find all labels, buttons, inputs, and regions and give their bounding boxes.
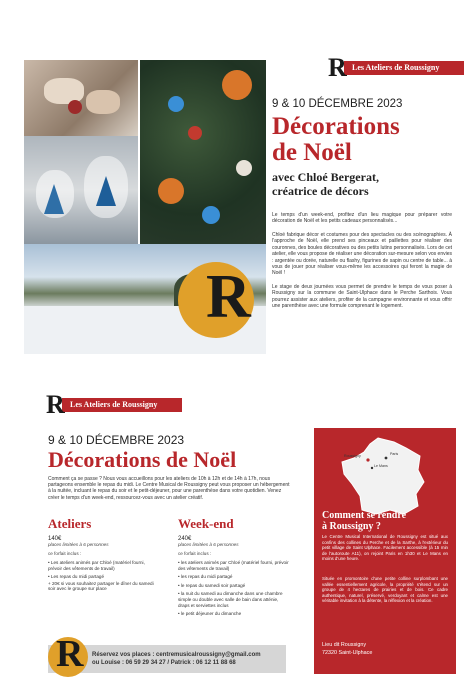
- bottom-title: Décorations de Noël: [48, 447, 237, 472]
- offer-places: places limitées à 6 personnes: [178, 542, 239, 547]
- offer-price: 140€: [48, 536, 62, 542]
- france-map: [334, 434, 434, 518]
- offer-price: 240€: [178, 536, 192, 542]
- offer-item: • le petit déjeuner du dimanche: [178, 611, 242, 617]
- address-line2: 72320 Saint-Ulphace: [322, 650, 373, 656]
- directions-title-line2: à Roussigny ?: [322, 521, 381, 532]
- event-title-line2: de Noël: [272, 139, 352, 166]
- event-title: [272, 114, 472, 166]
- brand-name: Les Ateliers de Roussigny: [344, 61, 464, 75]
- brand-logo-bottom: [34, 392, 184, 418]
- photo-hands-crafting: [24, 60, 138, 136]
- brand-initial-bottom: R: [46, 390, 65, 419]
- offer-forfait: ce forfait inclus :: [48, 551, 82, 556]
- bottom-date: 9 & 10 DÉCEMBRE 2023: [48, 433, 185, 447]
- map-label-lemans: Le Mans: [374, 464, 388, 468]
- offer-places: places limitées à 6 personnes: [48, 542, 109, 547]
- offer-heading: Week-end: [178, 516, 234, 531]
- offer-heading: Ateliers: [48, 516, 92, 531]
- map-label-roussigny: Roussigny: [344, 454, 361, 458]
- offer-forfait: ce forfait inclus :: [178, 551, 212, 556]
- directions-title-line1: Comment se rendre: [322, 510, 407, 521]
- directions-text-1: Le Centre Musical International de Roussigny est situé aux confins des collines du Perche et de la Sarthe, à l'extérieur du petit village de Saint Ulphace. Facilement accessible (à 15 min de l'autoroute A11), on rejoint Paris en 1h30 et Le Mans en moins d'une heure.: [322, 534, 448, 561]
- offer-weekend: [178, 516, 290, 617]
- brand-logo: [316, 55, 464, 81]
- brand-initial: R: [328, 53, 347, 82]
- event-subtitle: [272, 170, 472, 198]
- offer-item: • les ateliers animés par Chloé (matériel fourni, prévoir des vêtements de travail): [178, 560, 289, 571]
- lemans-marker: [371, 467, 373, 469]
- directions-text-2: Située en promontoire d'une petite colline surplombant une vallée essentiellement agricole, la propriété s'étend sur un groupe de 4 hectares de prairies et de bois. Ce cadre authentique, naturel, préservé, verdoyant et calme est une véritable invitation à la détente, la réflexion et la création.: [322, 576, 448, 603]
- stay-paragraph: Le stage de deux journées vous permet de prendre le temps de vous poser à Roussigny sur la commune de Saint-Ulphace dans le Perche Sarthois. Vous pourrez assister aux ateliers, profiter de la campagne environnante et vous offrir une parenthèse avec une formule comprenant le logement.: [272, 284, 452, 310]
- offer-item: • Les ateliers animés par Chloé (matériel fourni, prévoir des vêtements de travail): [48, 560, 145, 571]
- directions-title: [322, 510, 452, 532]
- address-line1: Lieu dit Roussigny: [322, 642, 367, 648]
- reservation-seal-initial: R: [56, 633, 84, 675]
- event-subtitle-line2: créatrice de décors: [272, 184, 369, 198]
- bottom-intro: Comment ça se passe ? Nous vous accueillons pour les ateliers de 10h à 12h et de 14h à 17h, nous partageons ensemble le repas du midi. Le Centre Musical de Roussigny peut vous proposer un hébergement à la nuitée, incluant le repas du soir et le petit-déjeuner, pour une parenthèse dans votre quotidien. Venez créer le temps d'un week-end, ressourcez-vous avec un atelier créatif.: [48, 476, 290, 501]
- reservation-phones: ou Louise : 06 59 29 34 27 / Patrick : 06 12 11 88 68: [92, 660, 236, 666]
- roussigny-marker: [366, 458, 369, 461]
- address: [322, 641, 372, 657]
- offer-item: • la nuit du samedi au dimanche dans une chambre simple ou double avec salle de bain dans atténie, draps et serviettes inclus: [178, 591, 283, 608]
- event-title-line1: Décorations: [272, 113, 400, 140]
- offer-item: + 20€ si vous souhaitez partager le dîner du samedi soir avec le groupe sur place: [48, 580, 154, 592]
- intro-paragraph: Le temps d'un week-end, profitez d'un lieu magique pour préparer votre décoration de Noël et les petits cadeaux personnalisés...: [272, 212, 452, 225]
- brand-name-bottom: Les Ateliers de Roussigny: [62, 398, 182, 412]
- directions-panel: [314, 428, 456, 674]
- offer-item: • Les repas du midi partagé: [48, 574, 104, 580]
- offer-item: • le repas du samedi soir partagé: [178, 582, 246, 588]
- seal-initial: R: [206, 263, 251, 331]
- offer-item: • les repas du midi partagé: [178, 574, 233, 580]
- artist-paragraph: Chloé fabrique décor et costumes pour des spectacles ou des scénographies. À l'approche de Noël, elle prend ses pinceaux et paillettes pour réaliser des couronnes, des boules décoratives ou des petits lutins personnalisés. Lors de cet atelier, elle vous propose de réaliser une décoration sur-mesure selon vos envies : argentée ou dorée, naturelle ou flashy, figurines de sapin ou centre de table... à vous de jouer pour réaliser vous-même les accessoires qui feront la magie de Noël !: [272, 232, 452, 277]
- event-date: 9 & 10 DÉCEMBRE 2023: [272, 98, 403, 110]
- photo-christmas-wreath: [140, 60, 266, 244]
- map-label-paris: Paris: [390, 452, 399, 456]
- offer-ateliers: [48, 516, 160, 592]
- event-subtitle-line1: avec Chloé Bergerat,: [272, 170, 379, 184]
- paris-marker: [385, 457, 388, 460]
- photo-snow-globes: [24, 136, 138, 244]
- reservation-text: [92, 651, 261, 667]
- reservation-email: Réservez vos places : centremusicalroussigny@gmail.com: [92, 652, 261, 658]
